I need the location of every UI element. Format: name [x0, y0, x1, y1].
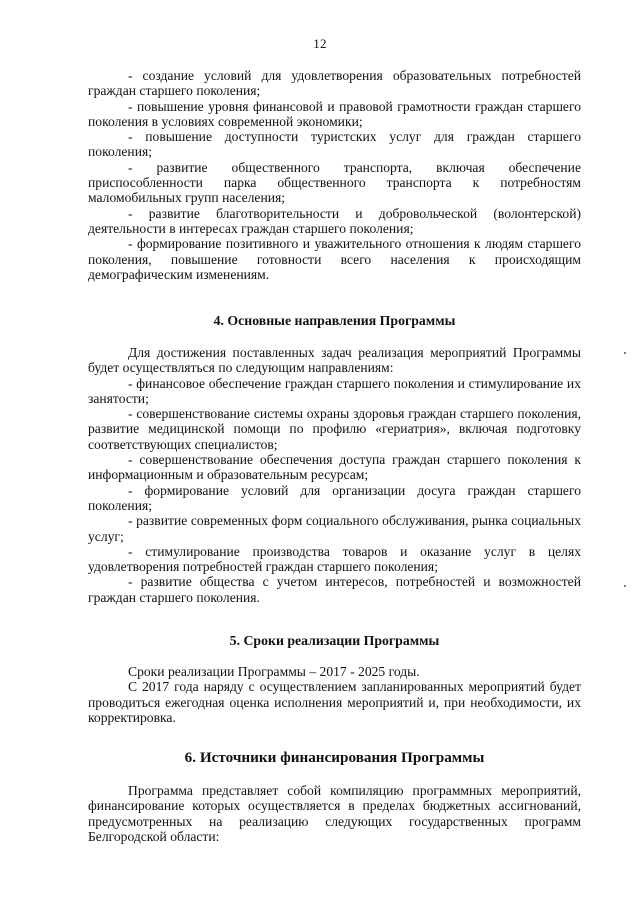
section-6-paragraph: Программа представляет собой компиляцию программных мероприятий, финансирование которых осуществляется в пределах бюджетных ассигнований, предусмотренных на реализацию следующих государственных программ Белгородской области: [88, 783, 581, 844]
list-item: - повышение доступности туристских услуг для граждан старшего поколения; [88, 129, 581, 160]
list-item: - развитие современных форм социального обслуживания, рынка социальных услуг; [88, 513, 581, 544]
section-4-title: 4. Основные направления Программы [213, 313, 456, 328]
intro-list [88, 68, 581, 282]
list-item: - финансовое обеспечение граждан старшего поколения и стимулирование их занятости; [88, 375, 581, 406]
list-item: - создание условий для удовлетворения образовательных потребностей граждан старшего поколения; [88, 68, 581, 99]
scan-speck [624, 585, 626, 587]
list-item: - развитие общественного транспорта, включая обеспечение приспособленности парка общественного транспорта к потребностям маломобильных групп населения; [88, 159, 581, 206]
section-5-body [88, 664, 581, 725]
page-number: 12 [313, 36, 327, 51]
section-4-body [88, 345, 581, 605]
section-6-body [88, 783, 581, 844]
list-item: - формирование позитивного и уважительного отношения к людям старшего поколения, повышение готовности всего населения к происходящим демографическим изменениям. [88, 236, 581, 282]
list-item: - совершенствование обеспечения доступа граждан старшего поколения к информационным и образовательным ресурсам; [88, 452, 581, 483]
scan-speck [624, 352, 626, 354]
section-4-lead: Для достижения поставленных задач реализация мероприятий Программы будет осуществляться по следующим направлениям: [88, 345, 581, 376]
section-6-title: 6. Источники финансирования Программы [184, 749, 485, 766]
list-item: - совершенствование системы охраны здоровья граждан старшего поколения, развитие медицинской помощи по профилю «гериатрия», включая подготовку соответствующих специалистов; [88, 406, 581, 452]
list-item: - развитие благотворительности и добровольческой (волонтерской) деятельности в интересах граждан старшего поколения; [88, 205, 581, 236]
section-5-paragraph: Сроки реализации Программы – 2017 - 2025 годы. [128, 664, 420, 679]
section-5-paragraph: С 2017 года наряду с осуществлением запланированных мероприятий будет проводиться ежегодная оценка исполнения мероприятий и, при необходимости, их корректировка. [88, 679, 581, 725]
section-5-title: 5. Сроки реализации Программы [229, 633, 440, 648]
list-item: - повышение уровня финансовой и правовой грамотности граждан старшего поколения в условиях современной экономики; [88, 98, 581, 129]
list-item: - формирование условий для организации досуга граждан старшего поколения; [88, 482, 581, 513]
list-item: - развитие общества с учетом интересов, потребностей и возможностей граждан старшего поколения. [88, 574, 581, 605]
list-item: - стимулирование производства товаров и оказание услуг в целях удовлетворения потребностей граждан старшего поколения; [88, 543, 581, 575]
